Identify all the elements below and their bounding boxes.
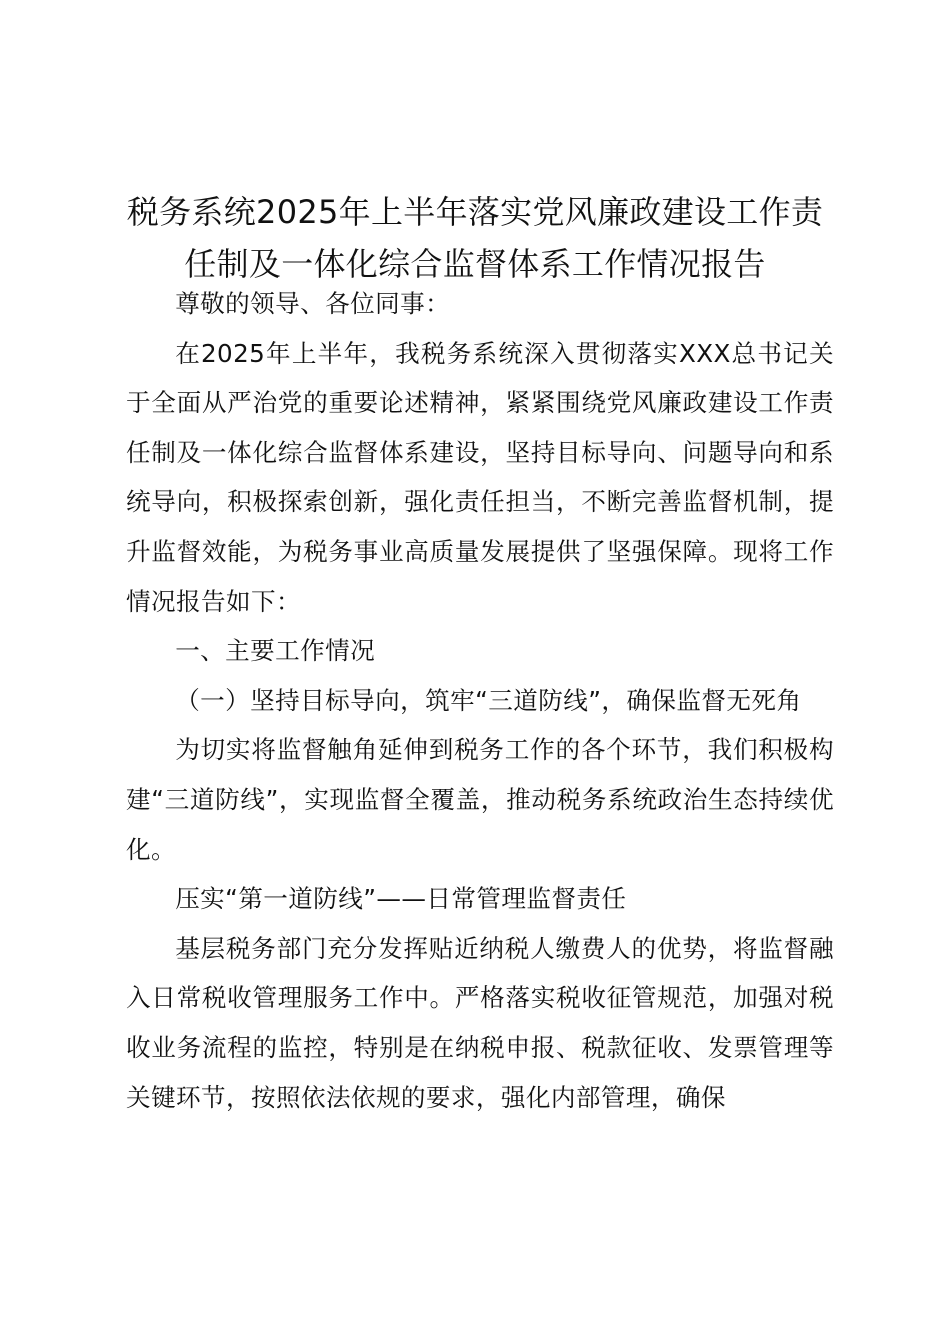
section-heading: 一、主要工作情况	[175, 636, 376, 666]
intro-paragraph: 在2025年上半年，我税务系统深入贯彻落实XXX总书记关于全面从严治党的重要论述精神，紧紧围绕党风廉政建设工作责任制及一体化综合监督体系建设，坚持目标导向、问题导向和系统导向，积极探索创新，强化责任担当，不断完善监督机制，提升监督效能，为税务事业高质量发展提供了坚强保障。现将工作情况报告如下：	[126, 338, 834, 616]
body-paragraph: 为切实将监督触角延伸到税务工作的各个环节，我们积极构建“三道防线”，实现监督全覆盖，推动税务系统政治生态持续优化。	[126, 735, 834, 864]
document-title: 税务系统2025年上半年落实党风廉政建设工作责任制及一体化综合监督体系工作情况报告	[126, 193, 824, 283]
line-of-defense-heading: 压实“第一道防线”——日常管理监督责任	[175, 884, 627, 914]
salutation: 尊敬的领导、各位同事：	[175, 289, 451, 318]
body-paragraph: 基层税务部门充分发挥贴近纳税人缴费人的优势，将监督融入日常税收管理服务工作中。严格落实税收征管规范，加强对税收业务流程的监控，特别是在纳税申报、税款征收、发票管理等关键环节，按照依法依规的要求，强化内部管理，确保	[126, 933, 834, 1112]
subsection-heading: （一）坚持目标导向，筑牢“三道防线”，确保监督无死角	[175, 685, 802, 715]
document-body	[126, 279, 834, 1122]
